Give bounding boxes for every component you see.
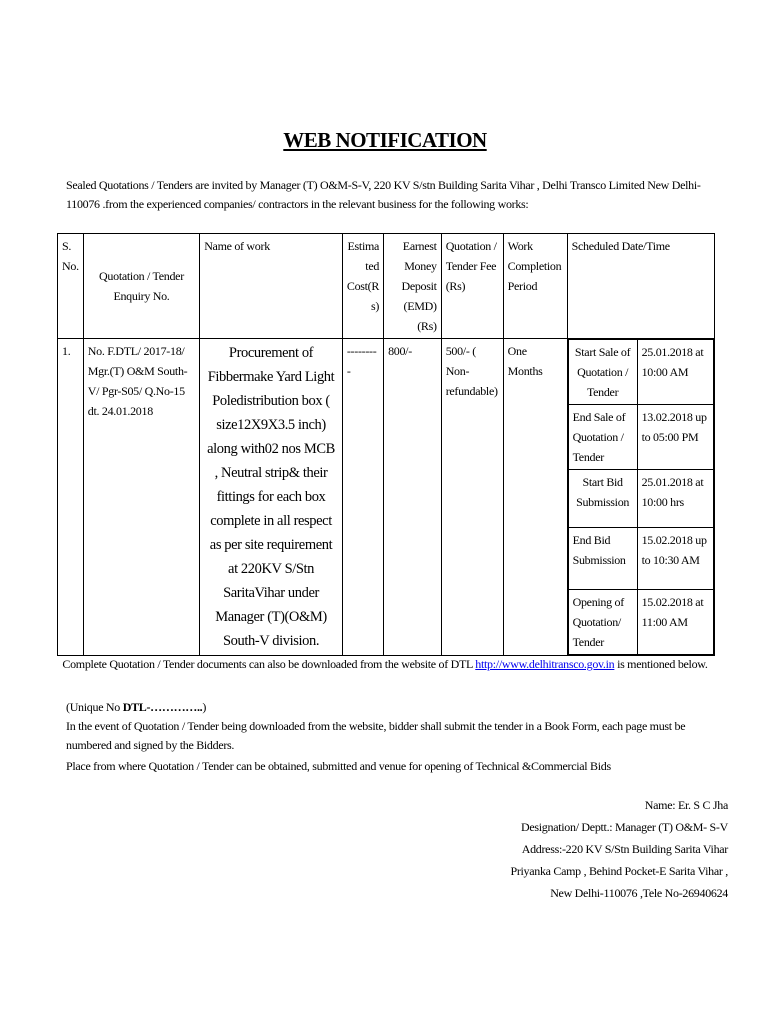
- cell-schedule: [567, 339, 714, 656]
- schedule-event: End Bid Submission: [568, 528, 637, 590]
- page-title: WEB NOTIFICATION: [283, 128, 487, 152]
- schedule-datetime: 15.02.2018 at 11:00 AM: [637, 590, 713, 655]
- cell-period: One Months: [503, 339, 567, 656]
- cell-cost: ---------: [342, 339, 383, 656]
- download-note: [0, 657, 770, 672]
- cell-emd: 800/-: [384, 339, 442, 656]
- signature-address-line: Address:-220 KV S/Stn Building Sarita Vihar: [521, 842, 728, 856]
- schedule-datetime: 25.01.2018 at 10:00 hrs: [637, 470, 713, 528]
- cell-work: Procurement of Fibbermake Yard Light Poledistribution box ( size12X9X3.5 inch) along with02 nos MCB , Neutral strip& their fittings for each box complete in all respect as per site requirement at 220KV S/Stn SaritaVihar under Manager (T)(O&M) South-V division.: [200, 339, 343, 656]
- schedule-event: Opening of Quotation/ Tender: [568, 590, 637, 655]
- cell-enquiry: No. F.DTL/ 2017-18/ Mgr.(T) O&M South-V/ Pgr-S05/ Q.No-15 dt. 24.01.2018: [83, 339, 199, 656]
- unique-no-prefix: (Unique No: [66, 700, 123, 714]
- header-work: Name of work: [200, 234, 343, 339]
- schedule-table: [568, 339, 714, 655]
- schedule-row: [568, 405, 713, 470]
- signature-designation: Designation/ Deptt.: Manager (T) O&M- S-V: [521, 820, 728, 834]
- download-text-before: Complete Quotation / Tender documents can also be downloaded from the website of DTL: [62, 657, 476, 671]
- header-emd: Earnest Money Deposit (EMD) (Rs): [384, 234, 442, 339]
- signature-name: Name: Er. S C Jha: [644, 798, 728, 812]
- intro-paragraph: Sealed Quotations / Tenders are invited by Manager (T) O&M-S-V, 220 KV S/stn Building Sarita Vihar , Delhi Transco Limited New Delhi-110076 .from the experienced companies/ contractors in the relevant business for the following works:: [66, 178, 701, 211]
- tender-table: [57, 233, 715, 656]
- unique-no-line: [66, 698, 716, 717]
- header-enquiry: [83, 234, 199, 339]
- schedule-datetime: 13.02.2018 up to 05:00 PM: [637, 405, 713, 470]
- header-sno: S. No.: [58, 234, 84, 339]
- schedule-datetime: 15.02.2018 up to 10:30 AM: [637, 528, 713, 590]
- header-schedule: Scheduled Date/Time: [567, 234, 714, 339]
- signature-address-line: Priyanka Camp , Behind Pocket-E Sarita Vihar ,: [510, 864, 728, 878]
- download-text-after: is mentioned below.: [614, 657, 708, 671]
- header-fee: Quotation / Tender Fee (Rs): [441, 234, 503, 339]
- dtl-website-link[interactable]: http://www.delhitransco.gov.in: [475, 657, 615, 671]
- schedule-row: [568, 470, 713, 528]
- signature-block: [510, 794, 728, 904]
- unique-no-suffix: ): [202, 700, 207, 714]
- venue-paragraph: Place from where Quotation / Tender can be obtained, submitted and venue for opening of Technical &Commercial Bids: [66, 759, 611, 773]
- cell-sno: 1.: [58, 339, 84, 656]
- header-period: Work Completion Period: [503, 234, 567, 339]
- header-enquiry-label: Quotation / Tender Enquiry No.: [99, 269, 184, 303]
- header-cost: Estima ted Cost(R s): [342, 234, 383, 339]
- schedule-event: Start Sale of Quotation / Tender: [568, 340, 637, 405]
- schedule-datetime: 25.01.2018 at 10:00 AM: [637, 340, 713, 405]
- table-header-row: [58, 234, 715, 339]
- schedule-event: End Sale of Quotation / Tender: [568, 405, 637, 470]
- schedule-row: [568, 528, 713, 590]
- unique-no-value: DTL-…………..: [122, 700, 203, 714]
- table-row: [58, 339, 715, 656]
- schedule-row: [568, 590, 713, 655]
- schedule-row: [568, 340, 713, 405]
- schedule-event: Start Bid Submission: [568, 470, 637, 528]
- cell-fee: 500/- ( Non- refundable): [441, 339, 503, 656]
- book-form-paragraph: In the event of Quotation / Tender being downloaded from the website, bidder shall submit the tender in a Book Form, each page must be numbered and signed by the Bidders.: [66, 719, 686, 752]
- signature-address-line: New Delhi-110076 ,Tele No-26940624: [550, 886, 728, 900]
